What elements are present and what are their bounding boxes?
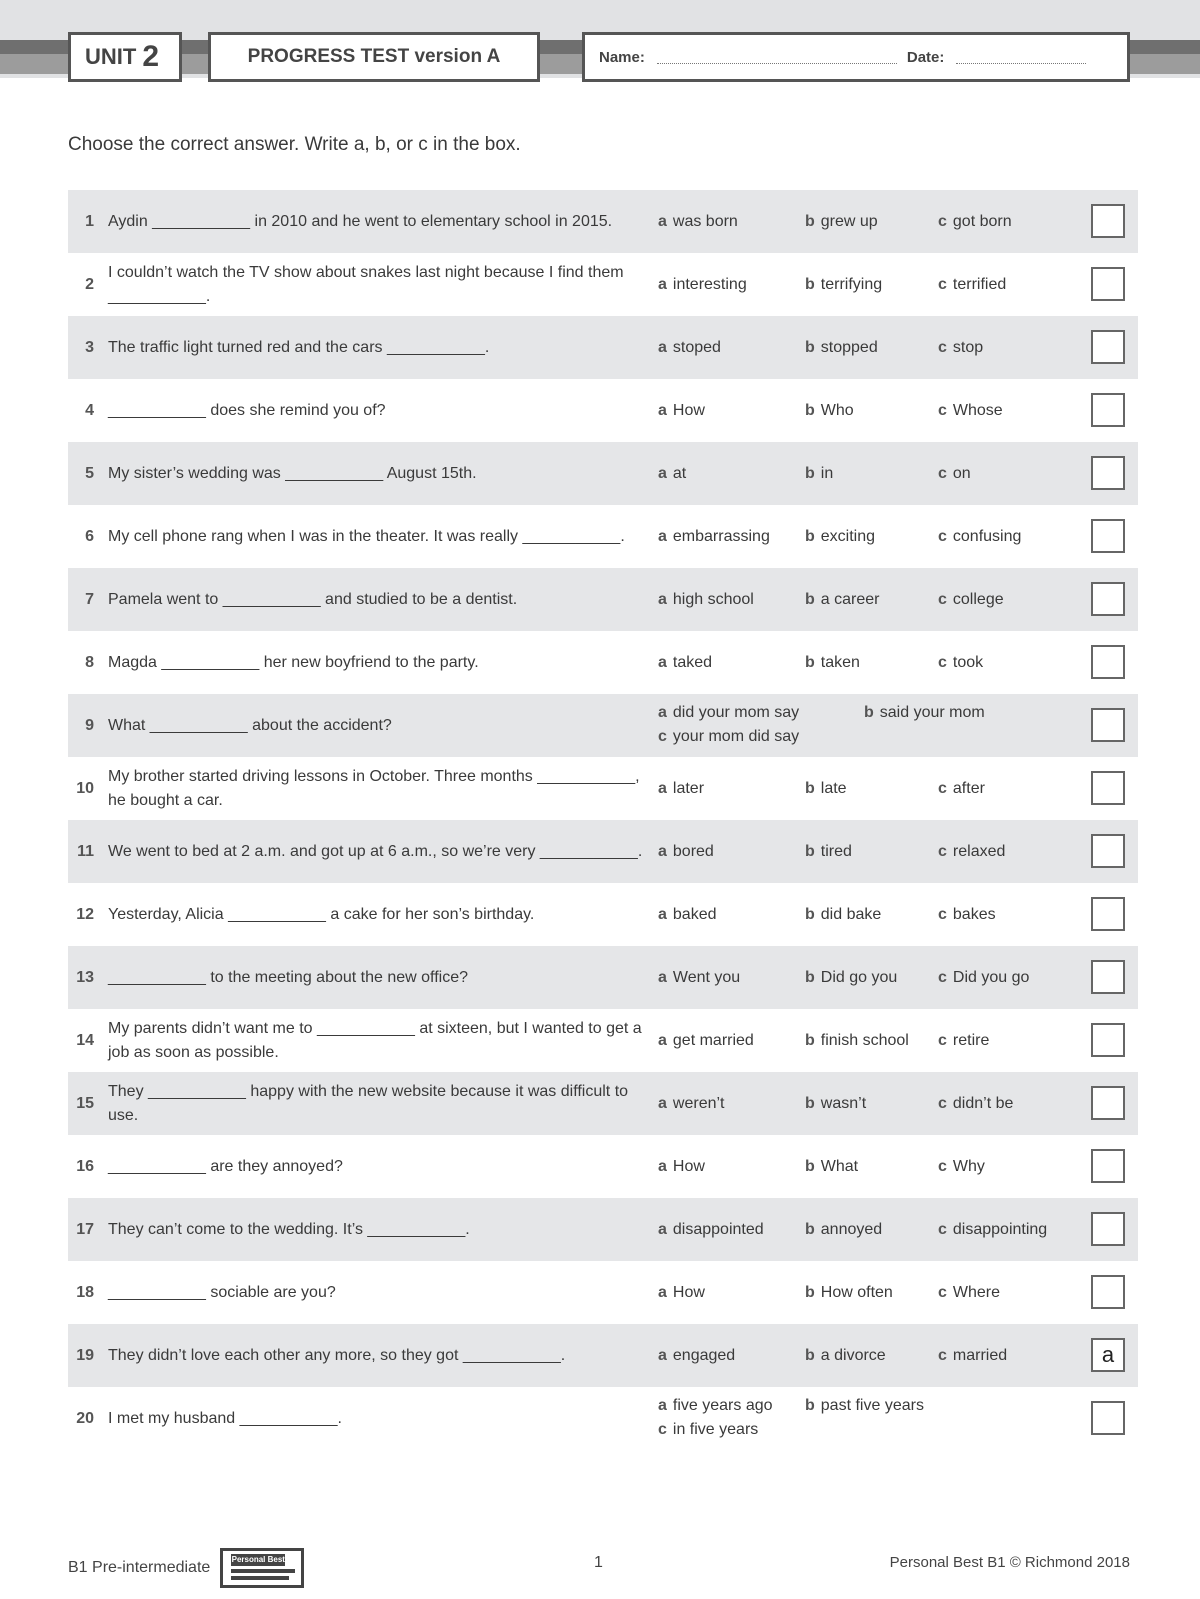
question-number: 7 <box>85 590 94 608</box>
answer-box[interactable] <box>1091 267 1125 301</box>
question-row <box>68 442 1138 505</box>
answer-options <box>658 1261 1098 1324</box>
question-text: The traffic light turned red and the cars ___________. <box>108 338 490 356</box>
question-number: 15 <box>76 1094 94 1112</box>
option-b: b exciting <box>805 528 876 545</box>
option-c: c Where <box>938 1284 1001 1301</box>
question-number: 9 <box>85 716 94 734</box>
option-b-text: Who <box>820 402 854 419</box>
answer-box[interactable]: a <box>1091 1338 1125 1372</box>
question-text: Aydin ___________ in 2010 and he went to elementary school in 2015. <box>108 212 613 230</box>
copyright: Personal Best B1 © Richmond 2018 <box>889 1554 1130 1571</box>
answer-options <box>658 757 1098 820</box>
question-row <box>68 1261 1138 1324</box>
question-row <box>68 946 1138 1009</box>
option-a: a How <box>658 1284 705 1301</box>
logo-text: Personal Best <box>231 1555 285 1564</box>
answer-options <box>658 253 1098 316</box>
option-a-text: How <box>672 1284 705 1301</box>
option-a-text: at <box>672 465 687 482</box>
question-text: ___________ sociable are you? <box>108 1283 336 1301</box>
answer-box[interactable] <box>1091 960 1125 994</box>
answer-box[interactable] <box>1091 771 1125 805</box>
option-c-text: relaxed <box>952 843 1006 860</box>
answer-options <box>658 316 1098 379</box>
option-a: a get married <box>658 1032 754 1049</box>
option-c: c after <box>938 780 985 797</box>
question-number: 2 <box>85 275 94 293</box>
option-a-text: was born <box>672 213 738 230</box>
option-a: a How <box>658 402 705 419</box>
option-a-text: disappointed <box>672 1221 764 1238</box>
answer-options <box>658 883 1098 946</box>
option-b-text: stopped <box>820 339 878 356</box>
answer-box[interactable] <box>1091 204 1125 238</box>
question-text: They didn’t love each other any more, so they got ___________. <box>108 1346 566 1364</box>
question-row <box>68 883 1138 946</box>
answer-box[interactable] <box>1091 1401 1125 1435</box>
option-a: a high school <box>658 591 754 608</box>
option-b-text: terrifying <box>820 276 883 293</box>
option-a: a was born <box>658 213 738 230</box>
option-b-text: grew up <box>820 213 878 230</box>
question-row <box>68 568 1138 631</box>
answer-box[interactable] <box>1091 1275 1125 1309</box>
page-number: 1 <box>594 1554 603 1571</box>
option-a: a engaged <box>658 1347 736 1364</box>
answer-box[interactable] <box>1091 456 1125 490</box>
question-text: My brother started driving lessons in October. Three months ___________, he bought a car. <box>108 767 640 809</box>
question-row <box>68 1135 1138 1198</box>
name-field[interactable] <box>657 51 897 64</box>
option-a: a embarrassing <box>658 528 770 545</box>
question-row <box>68 631 1138 694</box>
question-row <box>68 1009 1138 1072</box>
question-number: 13 <box>76 968 94 986</box>
option-a: a weren’t <box>658 1095 725 1112</box>
option-c-text: retire <box>952 1032 990 1049</box>
option-c: c didn’t be <box>938 1095 1014 1112</box>
question-number: 1 <box>85 212 94 230</box>
answer-box[interactable] <box>1091 1086 1125 1120</box>
option-b: b Who <box>805 402 854 419</box>
question-text: I couldn’t watch the TV show about snakes last night because I find them ___________. <box>108 263 624 305</box>
option-c-text: stop <box>952 339 984 356</box>
question-number: 10 <box>76 779 94 797</box>
question-row <box>68 1072 1138 1135</box>
option-c-text: Where <box>952 1284 1001 1301</box>
answer-box[interactable] <box>1091 708 1125 742</box>
question-text: We went to bed at 2 a.m. and got up at 6 a.m., so we’re very ___________. <box>108 842 643 860</box>
answer-box[interactable] <box>1091 330 1125 364</box>
question-text: My parents didn’t want me to ___________ at sixteen, but I wanted to get a job as soon as possible. <box>108 1019 642 1061</box>
question-text: ___________ to the meeting about the new office? <box>108 968 468 986</box>
option-c-text: disappointing <box>952 1221 1048 1238</box>
answer-options <box>658 379 1098 442</box>
option-c: c your mom did say <box>658 728 800 745</box>
option-b: b grew up <box>805 213 878 230</box>
answer-options <box>658 568 1098 631</box>
question-number: 11 <box>77 842 94 860</box>
option-b: b How often <box>805 1284 893 1301</box>
answer-options <box>658 1198 1098 1261</box>
answer-options <box>658 946 1098 1009</box>
name-date-box <box>582 32 1130 82</box>
option-b: b annoyed <box>805 1221 883 1238</box>
option-c-text: Why <box>952 1158 985 1175</box>
question-number: 19 <box>76 1346 94 1364</box>
option-c-text: got born <box>952 213 1012 230</box>
option-a: a How <box>658 1158 705 1175</box>
answer-options <box>658 1135 1098 1198</box>
answer-options <box>658 1072 1098 1135</box>
question-row <box>68 190 1138 253</box>
option-a-text: engaged <box>672 1347 736 1364</box>
option-a-text: get married <box>672 1032 754 1049</box>
question-row <box>68 379 1138 442</box>
option-c-text: bakes <box>952 906 996 923</box>
instructions: Choose the correct answer. Write a, b, or c in the box. <box>68 134 521 155</box>
option-b-text: exciting <box>820 528 876 545</box>
option-c-text: confusing <box>952 528 1022 545</box>
answer-box[interactable] <box>1091 582 1125 616</box>
option-c: c got born <box>938 213 1012 230</box>
option-b-text: in <box>820 465 834 482</box>
answer-options <box>658 820 1098 883</box>
option-a-text: How <box>672 1158 705 1175</box>
option-a: a interesting <box>658 276 747 293</box>
question-number: 6 <box>85 527 94 545</box>
test-title: PROGRESS TEST version A <box>247 46 501 67</box>
option-a-text: embarrassing <box>672 528 770 545</box>
answer-options <box>658 1387 1098 1450</box>
answer-options <box>658 190 1098 253</box>
option-a-text: high school <box>672 591 754 608</box>
option-c-text: in five years <box>672 1421 759 1438</box>
test-title-box <box>208 32 540 82</box>
question-text: Yesterday, Alicia ___________ a cake for her son’s birthday. <box>108 905 535 923</box>
option-c-text: didn’t be <box>952 1095 1014 1112</box>
option-a-text: taked <box>672 654 713 671</box>
option-b: b tired <box>805 843 852 860</box>
question-text: Pamela went to ___________ and studied to be a dentist. <box>108 590 518 608</box>
unit-label: UNIT <box>85 44 137 69</box>
option-c-text: college <box>952 591 1004 608</box>
question-row <box>68 1198 1138 1261</box>
option-c: c bakes <box>938 906 996 923</box>
option-b-text: a career <box>820 591 880 608</box>
option-b-text: tired <box>820 843 852 860</box>
option-a: a five years ago <box>658 1397 773 1414</box>
option-b: b did bake <box>805 906 882 923</box>
question-row <box>68 1387 1138 1450</box>
option-c-text: your mom did say <box>672 728 800 745</box>
question-text: I met my husband ___________. <box>108 1409 342 1427</box>
question-row <box>68 694 1138 757</box>
question-number: 17 <box>76 1220 94 1238</box>
option-c: c took <box>938 654 984 671</box>
option-a-text: baked <box>672 906 717 923</box>
option-a-text: weren’t <box>672 1095 725 1112</box>
option-c: c in five years <box>658 1421 759 1438</box>
personal-best-logo <box>220 1548 304 1588</box>
option-b: b late <box>805 780 847 797</box>
answer-box[interactable] <box>1091 897 1125 931</box>
answer-options <box>658 694 1098 757</box>
unit-label-box <box>68 32 182 82</box>
option-c: c stop <box>938 339 984 356</box>
answer-box[interactable] <box>1091 834 1125 868</box>
option-b-text: wasn’t <box>820 1095 867 1112</box>
option-b-text: said your mom <box>879 704 985 721</box>
option-c: c Did you go <box>938 969 1030 986</box>
option-a-text: did your mom say <box>672 704 800 721</box>
option-b: b in <box>805 465 834 482</box>
option-c-text: terrified <box>952 276 1007 293</box>
question-text: Magda ___________ her new boyfriend to the party. <box>108 653 479 671</box>
option-c: c married <box>938 1347 1008 1364</box>
option-c: c Why <box>938 1158 985 1175</box>
option-b: b past five years <box>805 1397 924 1414</box>
footer-level <box>68 1548 304 1588</box>
option-b-text: a divorce <box>820 1347 886 1364</box>
option-b: b terrifying <box>805 276 883 293</box>
option-b-text: What <box>820 1158 859 1175</box>
option-a-text: How <box>672 402 705 419</box>
option-b: b finish school <box>805 1032 909 1049</box>
logo-stripe <box>231 1576 289 1580</box>
option-c-text: married <box>952 1347 1008 1364</box>
option-c: c confusing <box>938 528 1022 545</box>
option-b-text: finish school <box>820 1032 909 1049</box>
option-b-text: late <box>820 780 847 797</box>
option-c-text: Whose <box>952 402 1003 419</box>
question-number: 8 <box>85 653 94 671</box>
option-a: a did your mom say <box>658 704 800 721</box>
option-c: c terrified <box>938 276 1007 293</box>
option-a: a Went you <box>658 969 741 986</box>
option-b: b wasn’t <box>805 1095 867 1112</box>
option-b-text: annoyed <box>820 1221 883 1238</box>
option-b: b said your mom <box>864 704 985 721</box>
option-c-text: Did you go <box>952 969 1030 986</box>
option-a: a stoped <box>658 339 721 356</box>
option-a-text: bored <box>672 843 714 860</box>
option-b: b What <box>805 1158 859 1175</box>
option-b: b Did go you <box>805 969 898 986</box>
question-row <box>68 1324 1138 1387</box>
answer-box[interactable] <box>1091 519 1125 553</box>
question-row <box>68 757 1138 820</box>
option-b: b a divorce <box>805 1347 886 1364</box>
option-b-text: taken <box>820 654 860 671</box>
level-label: B1 Pre-intermediate <box>68 1559 211 1576</box>
option-a: a baked <box>658 906 717 923</box>
answer-box[interactable] <box>1091 1212 1125 1246</box>
option-c: c Whose <box>938 402 1003 419</box>
question-text: They can’t come to the wedding. It’s ___________. <box>108 1220 470 1238</box>
name-label: Name: <box>599 48 645 66</box>
answer-box[interactable] <box>1091 1149 1125 1183</box>
answer-options <box>658 505 1098 568</box>
question-text: They ___________ happy with the new website because it was difficult to use. <box>108 1082 629 1124</box>
question-row <box>68 316 1138 379</box>
question-row <box>68 820 1138 883</box>
question-text: ___________ are they annoyed? <box>108 1157 343 1175</box>
option-c: c retire <box>938 1032 990 1049</box>
option-b: b a career <box>805 591 880 608</box>
question-row <box>68 253 1138 316</box>
answer-box[interactable] <box>1091 645 1125 679</box>
option-a: a later <box>658 780 705 797</box>
question-number: 14 <box>76 1031 94 1049</box>
option-c: c disappointing <box>938 1221 1048 1238</box>
option-b: b taken <box>805 654 860 671</box>
unit-number: 2 <box>142 40 160 73</box>
option-c-text: took <box>952 654 984 671</box>
question-text: My cell phone rang when I was in the theater. It was really ___________. <box>108 527 625 545</box>
option-a: a at <box>658 465 687 482</box>
answer-box[interactable] <box>1091 393 1125 427</box>
option-a-text: stoped <box>672 339 721 356</box>
option-c: c relaxed <box>938 843 1006 860</box>
question-text: My sister’s wedding was ___________ August 15th. <box>108 464 477 482</box>
option-b-text: past five years <box>820 1397 924 1414</box>
answer-options <box>658 631 1098 694</box>
option-b-text: Did go you <box>820 969 898 986</box>
answer-box[interactable] <box>1091 1023 1125 1057</box>
option-c: c college <box>938 591 1004 608</box>
option-c: c on <box>938 465 971 482</box>
option-b: b stopped <box>805 339 878 356</box>
option-a: a disappointed <box>658 1221 764 1238</box>
answer-options <box>658 442 1098 505</box>
option-a-text: interesting <box>672 276 747 293</box>
option-b-text: did bake <box>820 906 882 923</box>
question-number: 18 <box>76 1283 94 1301</box>
question-number: 3 <box>85 338 94 356</box>
option-a: a taked <box>658 654 713 671</box>
option-a-text: Went you <box>672 969 741 986</box>
question-row <box>68 505 1138 568</box>
option-a-text: later <box>672 780 705 797</box>
date-label: Date: <box>906 48 945 66</box>
option-c-text: on <box>952 465 971 482</box>
question-table <box>68 190 1138 1450</box>
option-c-text: after <box>952 780 985 797</box>
question-number: 16 <box>76 1157 94 1175</box>
answer-options <box>658 1009 1098 1072</box>
option-a-text: five years ago <box>672 1397 773 1414</box>
question-number: 12 <box>76 905 94 923</box>
question-number: 20 <box>76 1409 94 1427</box>
question-number: 5 <box>85 464 94 482</box>
logo-stripe <box>231 1569 295 1573</box>
question-text: ___________ does she remind you of? <box>108 401 386 419</box>
option-a: a bored <box>658 843 714 860</box>
question-text: What ___________ about the accident? <box>108 716 392 734</box>
date-field[interactable] <box>956 51 1086 64</box>
answer-options <box>658 1324 1098 1387</box>
question-number: 4 <box>85 401 94 419</box>
option-b-text: How often <box>820 1284 893 1301</box>
